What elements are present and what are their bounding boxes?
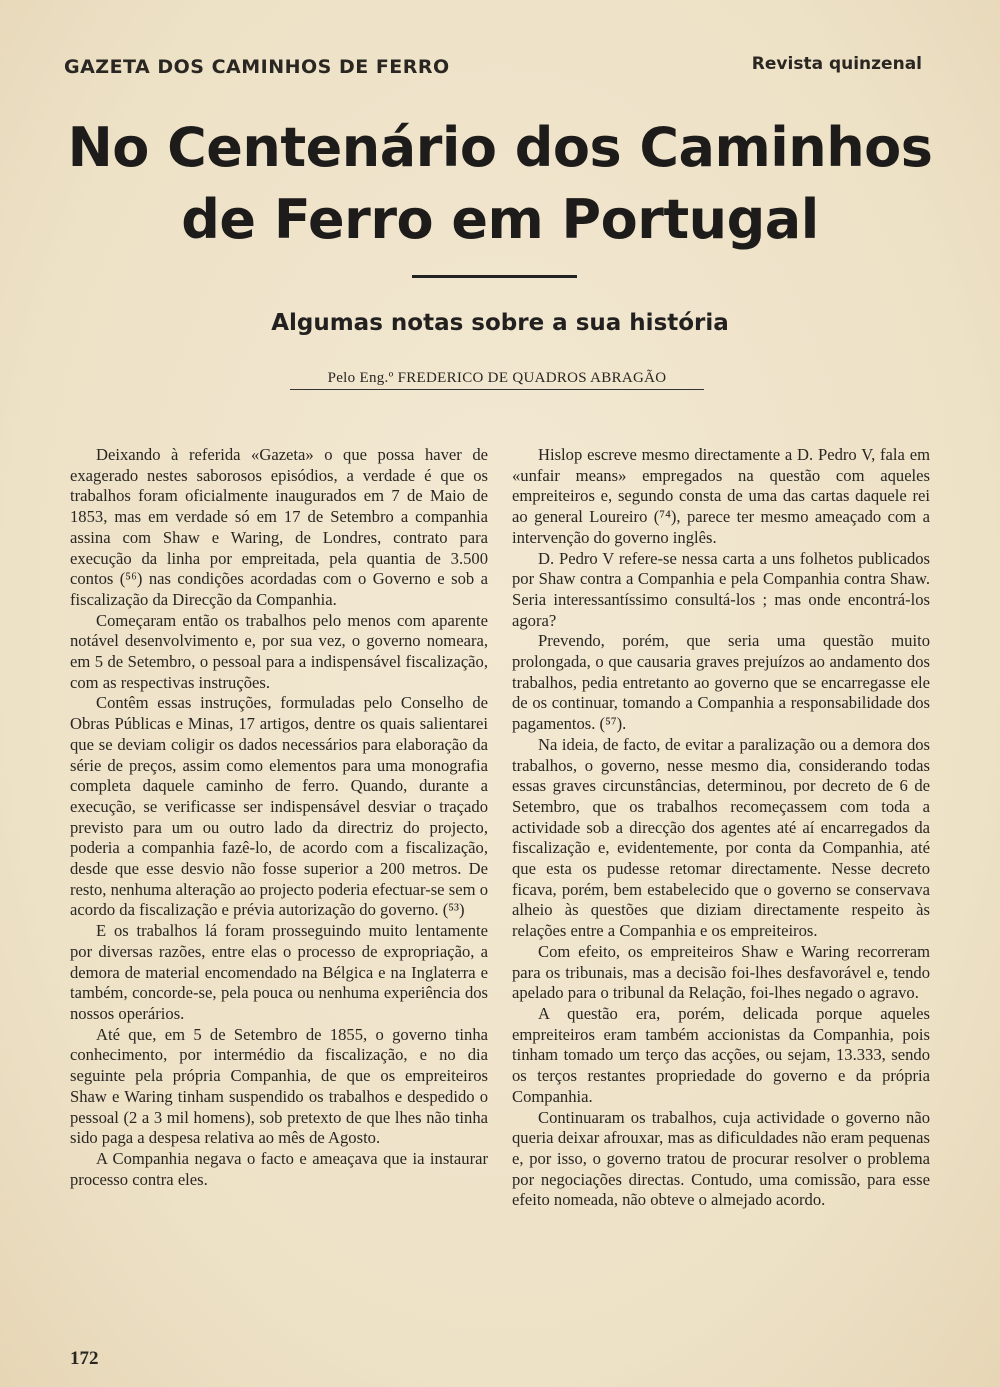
left-column — [70, 445, 488, 1190]
right-column — [512, 445, 930, 1211]
paragraph: E os trabalhos lá foram prosseguindo muito lentamente por diversas razões, entre elas o processo de expropriação, a demora de material encomendado na Bélgica e na Inglaterra e também, concorde-se, pela pouca ou nenhuma experiência dos nossos operários. — [70, 921, 488, 1023]
title-line-1: No Centenário dos Caminhos — [67, 116, 933, 179]
title-divider — [412, 275, 577, 278]
article-subtitle: Algumas notas sobre a sua história — [271, 310, 729, 336]
running-header — [64, 52, 922, 82]
paragraph: Deixando à referida «Gazeta» o que possa haver de exagerado nestes saborosos episódios, a verdade é que os trabalhos foram oficialmente inaugurados em 7 de Maio de 1853, mas em verdade só em 17 de Setembro a companhia assina com Shaw e Waring, de Londres, contrato para execução da linha por empreitada, pela quantia de 3.500 contos (⁵⁶) nas condições acordadas com o Governo e sob a fiscalização da Direcção da Companhia. — [70, 445, 488, 609]
paragraph: A questão era, porém, delicada porque aqueles empreiteiros eram também accionistas da Companhia, pois tinham tomado um terço das acções, ou sejam, 13.333, sendo os terços restantes propriedade do governo e da própria Companhia. — [512, 1003, 930, 1106]
publication-name: GAZETA DOS CAMINHOS DE FERRO — [64, 56, 450, 78]
paragraph: Começaram então os trabalhos pelo menos com aparente notável desenvolvimento e, por sua vez, o governo nomeara, em 5 de Setembro, o pessoal para a indispensável fiscalização, com as respectivas instruções. — [70, 610, 488, 692]
publication-frequency: Revista quinzenal — [751, 54, 922, 74]
paragraph: Contêm essas instruções, formuladas pelo Conselho de Obras Públicas e Minas, 17 artigos, dentre os quais salientarei que se deviam coligir os dados necessários para elaboração da série de preços, assim como elementos para uma monografia completa daquele caminho de ferro. Quando, durante a execução, se verificasse ser indispensável desviar o traçado previsto para um ou outro lado da directriz do projecto, poderia a companhia fazê-lo, de acordo com a fiscalização, desde que esse desvio não fosse superior a 200 metros. De resto, nenhuma alteração ao projecto poderia efectuar-se sem o acordo da fiscalização e prévia autorização do governo. (⁵³) — [70, 693, 488, 920]
paragraph: Hislop escreve mesmo directamente a D. Pedro V, fala em «unfair means» empregados na questão com aqueles empreiteiros e, segundo consta de uma das cartas daquele rei ao general Loureiro (⁷⁴), parece ter mesmo ameaçado com a intervenção do governo inglês. — [512, 445, 930, 547]
article-title — [40, 112, 960, 256]
paragraph: Até que, em 5 de Setembro de 1855, o governo tinha conhecimento, por intermédio da fiscalização, e no dia seguinte pela própria Companhia, de que os empreiteiros Shaw e Waring tinham suspendido os trabalhos e despedido o pessoal (2 a 3 mil homens), sob pretexto de que lhes não tinha sido paga a despesa relativa ao mês de Agosto. — [70, 1024, 488, 1148]
author-byline: Pelo Eng.º FREDERICO DE QUADROS ABRAGÃO — [290, 370, 704, 390]
paragraph: A Companhia negava o facto e ameaçava que ia instaurar processo contra eles. — [70, 1148, 488, 1189]
title-line-2: de Ferro em Portugal — [181, 188, 819, 251]
paragraph: Na ideia, de facto, de evitar a paralização ou a demora dos trabalhos, o governo, nesse mesmo dia, considerando todas essas graves circunstâncias, determinou, por decreto de 6 de Setembro, que os trabalhos recomeçassem com toda a actividade sob a direcção dos agentes até aí encarregados da fiscalização e, evidentemente, por conta da Companhia, até que esta os pudesse retomar directamente. Nesse decreto ficava, porém, bem estabelecido que o governo se conservava alheio às questões que diziam directamente respeito às relações entre a Companhia e os empreiteiros. — [512, 734, 930, 941]
paragraph: Continuaram os trabalhos, cuja actividade o governo não queria deixar afrouxar, mas as dificuldades não eram pequenas e, por isso, o governo tratou de procurar resolver o problema por negociações directas. Contudo, uma comissão, para esse efeito nomeada, não obteve o almejado acordo. — [512, 1107, 930, 1210]
paragraph: D. Pedro V refere-se nessa carta a uns folhetos publicados por Shaw contra a Companhia e pela Companhia contra Shaw. Seria interessantíssimo consultá-los ; mas onde encontrá-los agora? — [512, 548, 930, 630]
page-number: 172 — [70, 1348, 99, 1369]
paragraph: Com efeito, os empreiteiros Shaw e Waring recorreram para os tribunais, mas a decisão foi-lhes desfavorável e, tendo apelado para o tribunal da Relação, foi-lhes negado o agravo. — [512, 941, 930, 1003]
paragraph: Prevendo, porém, que seria uma questão muito prolongada, o que causaria graves prejuízos ao andamento dos trabalhos, pedia entretanto ao governo que se encarregasse ele de os continuar, tomando a Companhia a responsabilidade dos pagamentos. (⁵⁷). — [512, 631, 930, 734]
